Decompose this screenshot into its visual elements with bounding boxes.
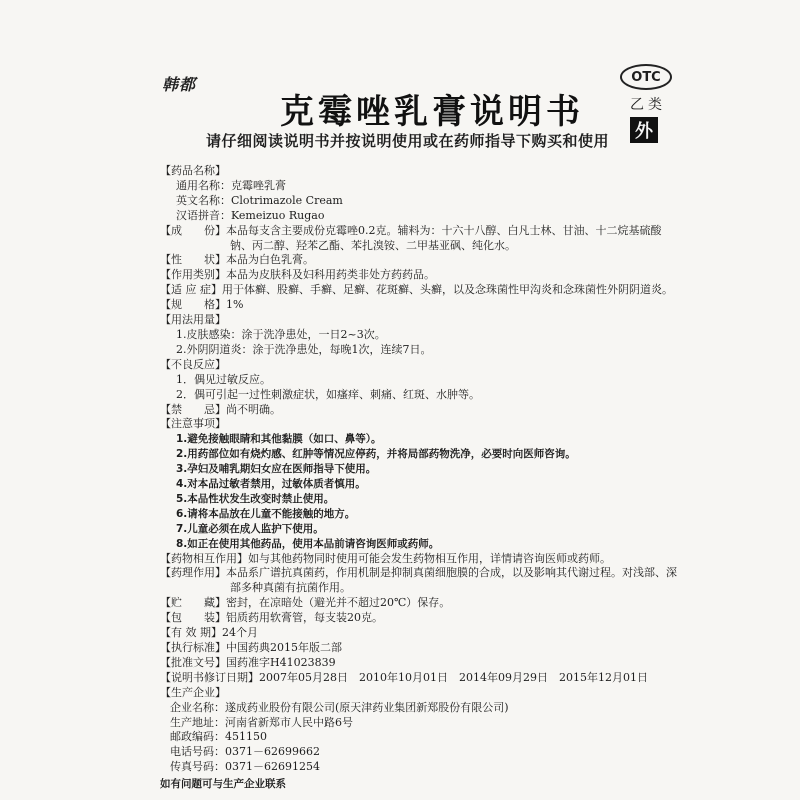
drug-name-heading: 【药品名称】 — [160, 164, 226, 177]
standard-text: 中国药典2015年版二部 — [226, 641, 342, 654]
brand-logo: 韩都 — [162, 75, 197, 94]
package-row — [160, 611, 680, 626]
otc-class-label: 乙类 — [630, 97, 666, 113]
interactions-heading: 【药物相互作用】 — [160, 551, 248, 565]
indications-row — [160, 283, 680, 298]
contraindications-row — [160, 403, 680, 418]
dosage-item: 1.皮肤感染：涂于洗净患处，一日2~3次。 — [176, 327, 386, 341]
spec-text: 1% — [226, 298, 244, 312]
dosage-item: 2.外阴阴道炎：涂于洗净患处，每晚1次，连续7日。 — [176, 342, 432, 356]
package-text: 铝质药用软膏管，每支装20克。 — [226, 611, 383, 625]
validity-text: 24个月 — [222, 626, 258, 640]
english-name: 英文名称：Clotrimazole Cream — [176, 193, 343, 207]
precaution-item: 4.对本品过敏者禁用，过敏体质者慎用。 — [176, 478, 366, 491]
precaution-item: 5.本品性状发生改变时禁止使用。 — [176, 492, 335, 505]
category-row — [160, 268, 680, 283]
storage-row — [160, 596, 680, 611]
standard-row — [160, 641, 680, 656]
usage-warning: 请仔细阅读说明书并按说明使用或在药师指导下购买和使用 — [206, 132, 610, 150]
appearance-row — [160, 253, 680, 268]
indications-heading: 【适 应 症】 — [160, 283, 222, 297]
precaution-item: 1.避免接触眼睛和其他黏膜（如口、鼻等）。 — [176, 433, 382, 446]
precaution-item: 3.孕妇及哺乳期妇女应在医师指导下使用。 — [176, 463, 377, 476]
manufacturer-heading: 【生产企业】 — [160, 685, 226, 699]
approval-row — [160, 656, 680, 671]
adverse-item: 1．偶见过敏反应。 — [176, 372, 271, 386]
category-heading: 【作用类别】 — [160, 268, 226, 282]
composition-heading: 【成 份】 — [160, 223, 226, 237]
spec-row — [160, 298, 680, 313]
adverse-item: 2．偶可引起一过性刺激症状，如瘙痒、刺痛、红斑、水肿等。 — [176, 387, 480, 401]
generic-name: 通用名称：克霉唑乳膏 — [176, 178, 286, 192]
document-title: 克霉唑乳膏说明书 — [280, 92, 584, 132]
otc-badge: OTC — [620, 64, 672, 90]
external-use-badge: 外 — [630, 117, 658, 143]
appearance-text: 本品为白色乳膏。 — [226, 253, 314, 267]
interactions-text: 如与其他药物同时使用可能会发生药物相互作用，详情请咨询医师或药师。 — [248, 551, 611, 565]
pharmacology-row — [160, 566, 680, 596]
pharmacology-text: 本品系广谱抗真菌药，作用机制是抑制真菌细胞膜的合成，以及影响其代谢过程。对浅部、深部多种真菌有抗菌作用。 — [226, 566, 677, 595]
manufacturer-postcode: 邮政编码：451150 — [170, 730, 267, 744]
spec-heading: 【规 格】 — [160, 298, 226, 312]
manufacturer-fax: 传真号码：0371－62691254 — [170, 760, 320, 774]
storage-text: 密封，在凉暗处（避光并不超过20℃）保存。 — [226, 596, 451, 610]
interactions-row — [160, 552, 680, 567]
package-heading: 【包 装】 — [160, 611, 226, 625]
precaution-item: 6.请将本品放在儿童不能接触的地方。 — [176, 507, 356, 520]
appearance-heading: 【性 状】 — [160, 253, 226, 267]
pharmacology-heading: 【药理作用】 — [160, 566, 226, 580]
validity-row — [160, 626, 680, 641]
contraindications-text: 尚不明确。 — [226, 402, 281, 416]
standard-heading: 【执行标准】 — [160, 641, 226, 654]
revision-heading: 【说明书修订日期】 — [160, 670, 259, 684]
dosage-heading: 【用法用量】 — [160, 313, 226, 327]
revision-dates: 2007年05月28日 2010年10月01日 2014年09月29日 2015年12月01日 — [259, 670, 648, 684]
pinyin-name: 汉语拼音：Kemeizuo Rugao — [176, 208, 325, 222]
contraindications-heading: 【禁 忌】 — [160, 402, 226, 416]
revision-row — [160, 671, 680, 686]
composition-row — [160, 224, 680, 254]
precaution-item: 7.儿童必须在成人监护下使用。 — [176, 522, 324, 535]
composition-text: 本品每支含主要成份克霉唑0.2克。辅料为：十六十八醇、白凡士林、甘油、十二烷基硫酸钠、丙二醇、羟苯乙酯、苯扎溴铵、二甲基亚砜、纯化水。 — [226, 223, 662, 252]
manufacturer-address: 生产地址：河南省新郑市人民中路6号 — [170, 715, 353, 729]
adverse-heading: 【不良反应】 — [160, 357, 226, 371]
manufacturer-phone: 电话号码：0371－62699662 — [170, 745, 320, 759]
contact-note: 如有问题可与生产企业联系 — [160, 778, 286, 791]
precautions-heading: 【注意事项】 — [160, 417, 226, 431]
leaflet-body — [160, 164, 680, 792]
storage-heading: 【贮 藏】 — [160, 596, 226, 610]
precaution-item: 2.用药部位如有烧灼感、红肿等情况应停药，并将局部药物洗净，必要时向医师咨询。 — [176, 448, 576, 461]
manufacturer-name: 企业名称：遂成药业股份有限公司(原天津药业集团新郑股份有限公司) — [170, 700, 509, 714]
category-text: 本品为皮肤科及妇科用药类非处方药药品。 — [226, 268, 435, 282]
precaution-item: 8.如正在使用其他药品，使用本品前请咨询医师或药师。 — [176, 537, 440, 550]
validity-heading: 【有 效 期】 — [160, 626, 222, 640]
approval-text: 国药准字H41023839 — [226, 655, 336, 669]
indications-text: 用于体癣、股癣、手癣、足癣、花斑癣、头癣，以及念珠菌性甲沟炎和念珠菌性外阴阴道炎。 — [222, 283, 673, 297]
approval-heading: 【批准文号】 — [160, 655, 226, 669]
